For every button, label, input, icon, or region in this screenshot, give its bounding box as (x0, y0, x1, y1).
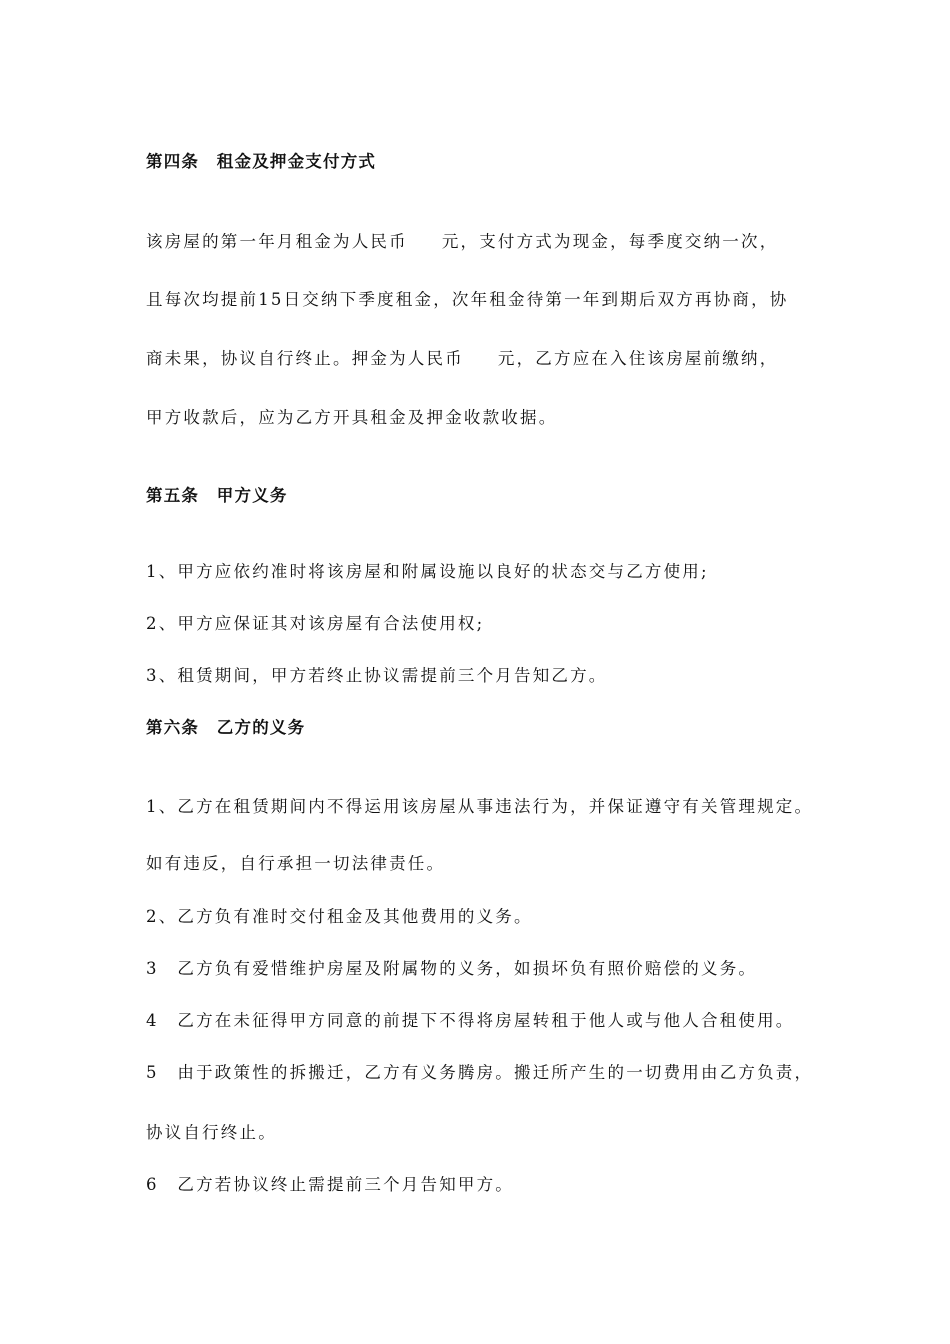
article-4-paragraph-line-4: 甲方收款后，应为乙方开具租金及押金收款收据。 (146, 408, 558, 427)
article-6-item-5-continued: 协议自行终止。 (146, 1123, 277, 1142)
rent-amount-prefix: 该房屋的第一年月租金为人民币 (146, 232, 408, 251)
article-6-item-2: 2、乙方负有准时交付租金及其他费用的义务。 (146, 907, 533, 926)
article-4-heading: 第四条 租金及押金支付方式 (146, 152, 377, 171)
article-4-paragraph-line-3 (146, 348, 778, 370)
article-6-heading: 第六条 乙方的义务 (146, 718, 306, 737)
article-6-item-1-continued: 如有违反，自行承担一切法律责任。 (146, 854, 446, 873)
article-6-item-5: 5 由于政策性的拆搬迁，乙方有义务腾房。搬迁所产生的一切费用由乙方负责， (146, 1063, 814, 1082)
article-5-item-1: 1、甲方应依约准时将该房屋和附属设施以良好的状态交与乙方使用; (146, 562, 709, 581)
article-5-item-2: 2、甲方应保证其对该房屋有合法使用权; (146, 614, 485, 633)
rent-amount-suffix: 元，支付方式为现金，每季度交纳一次， (441, 232, 779, 251)
article-5-heading: 第五条 甲方义务 (146, 486, 288, 505)
article-6-item-3: 3 乙方负有爱惜维护房屋及附属物的义务，如损坏负有照价赔偿的义务。 (146, 959, 758, 978)
article-6-item-4: 4 乙方在未征得甲方同意的前提下不得将房屋转租于他人或与他人合租使用。 (146, 1011, 795, 1030)
article-4-paragraph-line-2: 且每次均提前15日交纳下季度租金，次年租金待第一年到期后双方再协商，协 (146, 290, 789, 309)
deposit-amount-suffix: 元，乙方应在入住该房屋前缴纳， (497, 349, 779, 368)
deposit-amount-prefix: 商未果，协议自行终止。押金为人民币 (146, 349, 464, 368)
article-6-item-1: 1、乙方在租赁期间内不得运用该房屋从事违法行为，并保证遵守有关管理规定。 (146, 797, 814, 816)
article-6-item-6: 6 乙方若协议终止需提前三个月告知甲方。 (146, 1175, 514, 1194)
article-5-item-3: 3、租赁期间，甲方若终止协议需提前三个月告知乙方。 (146, 666, 608, 685)
article-4-paragraph-line-1 (146, 231, 778, 253)
